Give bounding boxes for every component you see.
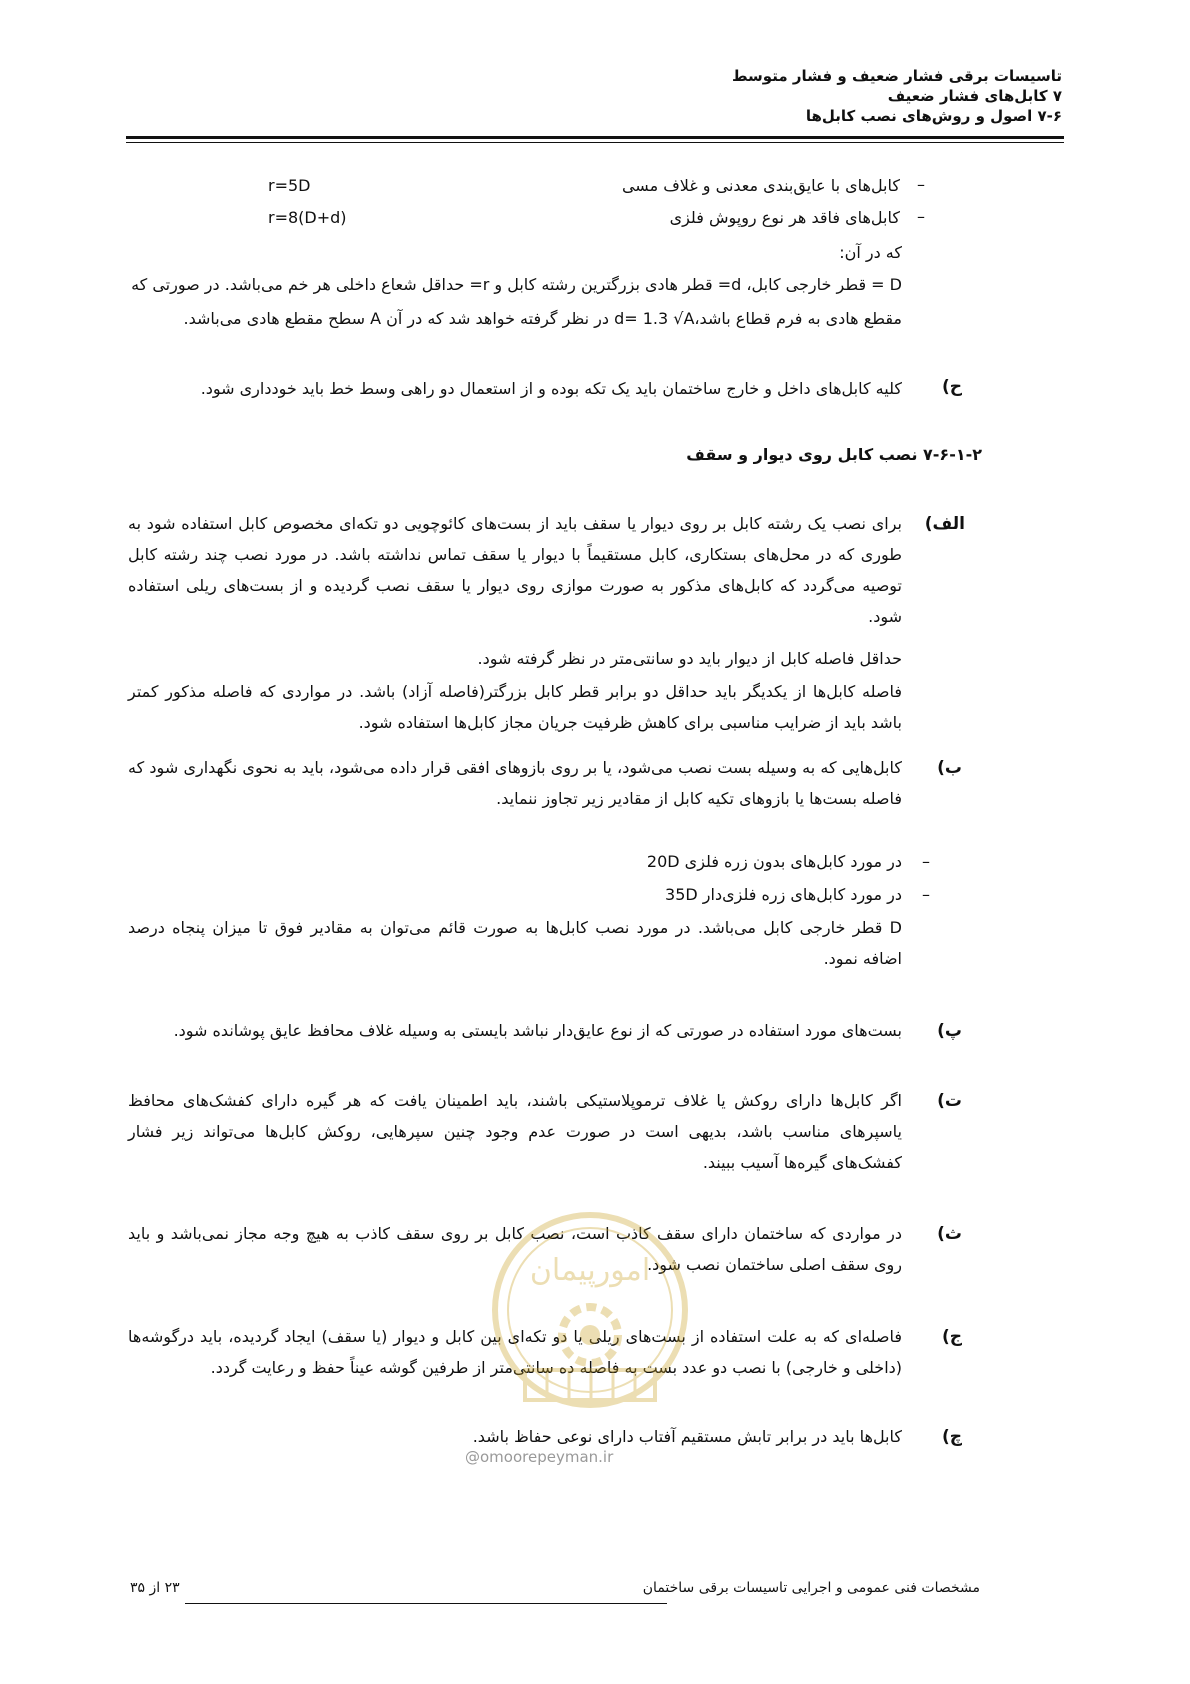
item-alef-para-1: برای نصب یک رشته کابل بر روی دیوار یا سقف باید از بست‌های کائوچویی دو تکه‌ای مخصوص کابل استفاده شود به طوری که در محل‌های بستکاری، کابل مستقیماً با دیوار یا سقف تماس نداشته باشد. در مورد نصب چند رشته کابل توصیه می‌گردد که کابل‌های مذکور به صورت موازی روی دیوار یا سقف نصب گردیده و از بست‌های ریلی استفاده شود. bbox=[128, 514, 902, 626]
watermark-brand: امورپیمان bbox=[529, 1253, 651, 1288]
radius-item-2-formula: r=8(D+d) bbox=[268, 208, 347, 227]
footer-title: مشخصات فنی عمومی و اجرایی تاسیسات برقی ساختمان bbox=[642, 1580, 980, 1596]
item-label-te: ت) bbox=[937, 1091, 962, 1111]
watermark-logo-icon bbox=[465, 1200, 715, 1450]
item-be-para-2: D قطر خارجی کابل می‌باشد. در مورد نصب کابل‌ها به صورت قائم می‌توان به مقادیر فوق تا میزان پنجاه درصد اضافه نمود. bbox=[128, 918, 902, 968]
header-rule-thin bbox=[126, 142, 1064, 143]
item-be-list-1: در مورد کابل‌های بدون زره فلزی 20D bbox=[646, 852, 902, 871]
item-label-h: ح) bbox=[941, 377, 962, 397]
item-alef-para-3: فاصله کابل‌ها از یکدیگر باید حداقل دو برابر قطر کابل بزرگتر(فاصله آزاد) باشد. در مواردی که فاصله مذکور کمتر باشد باید از ضرایب مناسبی برای کاهش ظرفیت جریان مجاز کابل‌ها استفاده شود. bbox=[128, 682, 902, 732]
list-dash: – bbox=[922, 852, 930, 871]
header-line-1: تاسیسات برقی فشار ضعیف و فشار متوسط bbox=[731, 67, 1062, 85]
item-be-para-1: کابل‌هایی که به وسیله بست نصب می‌شود، یا بر روی بازوهای افقی قرار داده می‌شود، باید به نحوی نگهداری شود که فاصله بست‌ها یا بازوهای تکیه کابل از مقادیر زیر تجاوز ننماید. bbox=[128, 758, 902, 808]
radius-item-1-formula: r=5D bbox=[268, 176, 311, 195]
radius-item-2-text: کابل‌های فاقد هر نوع روپوش فلزی bbox=[669, 208, 900, 227]
header-line-2: ۷ کابل‌های فشار ضعیف bbox=[887, 87, 1062, 105]
item-label-che: چ) bbox=[941, 1427, 962, 1447]
list-dash: – bbox=[922, 885, 930, 904]
item-che-text: کابل‌ها باید در برابر تابش مستقیم آفتاب دارای نوعی حفاظ باشد. bbox=[472, 1427, 902, 1446]
where-label: که در آن: bbox=[839, 243, 902, 262]
item-jim-text: فاصله‌ای که به علت استفاده از بست‌های ریلی یا دو تکه‌ای بین کابل و دیوار (یا سقف) ایجاد گردیده، باید درگوشه‌ها (داخلی و خارجی) با نصب دو عدد بست به فاصله ده سانتی‌متر از طرفین گوشه عیناً حفظ و رعایت گردد. bbox=[128, 1327, 902, 1377]
radius-item-1-text: کابل‌های با عایق‌بندی معدنی و غلاف مسی bbox=[621, 176, 900, 195]
footer-rule bbox=[185, 1603, 667, 1604]
item-h-text: کلیه کابل‌های داخل و خارج ساختمان باید یک تکه بوده و از استعمال دو راهی وسط خط باید خودداری شود. bbox=[200, 379, 902, 398]
list-dash: – bbox=[917, 175, 925, 194]
item-be-list-2: در مورد کابل‌های زره فلزی‌دار 35D bbox=[665, 885, 902, 904]
item-label-jim: ج) bbox=[941, 1327, 962, 1347]
header-line-3: ۷-۶ اصول و روش‌های نصب کابل‌ها bbox=[805, 107, 1062, 125]
item-label-be: ب) bbox=[937, 758, 962, 778]
item-label-se: ث) bbox=[937, 1224, 962, 1244]
watermark-url: @omoorepeyman.ir bbox=[465, 1448, 614, 1466]
header-rule-thick bbox=[126, 136, 1064, 139]
item-pe-text: بست‌های مورد استفاده در صورتی که از نوع عایق‌دار نباشد بایستی به وسیله غلاف محافظ عایق پوشانده شود. bbox=[173, 1021, 902, 1040]
item-label-alef: الف) bbox=[924, 514, 965, 534]
item-alef-para-2: حداقل فاصله کابل از دیوار باید دو سانتی‌متر در نظر گرفته شود. bbox=[477, 649, 902, 668]
radius-definition-line-1: D = قطر خارجی کابل، d= قطر هادی بزرگترین رشته کابل و r= حداقل شعاع داخلی هر خم می‌باشد. در صورتی که bbox=[131, 275, 902, 294]
item-se-text: در مواردی که ساختمان دارای سقف کاذب است، نصب کابل بر روی سقف کاذب به هیچ وجه مجاز نمی‌باشد و باید روی سقف اصلی ساختمان نصب شود. bbox=[128, 1224, 902, 1274]
radius-definition-line-2: مقطع هادی به فرم قطاع باشد،d= 1.3 √A در نظر گرفته خواهد شد که در آن A سطح مقطع هادی می‌باشد. bbox=[183, 309, 902, 328]
list-dash: – bbox=[917, 207, 925, 226]
item-te-text: اگر کابل‌ها دارای روکش یا غلاف ترموپلاستیکی باشند، باید اطمینان یافت که هر گیره دارای کفشک‌های محافظ یاسپرهای مناسب باشد، بدیهی است در صورت عدم وجود چنین سپرهایی، روکش کابل‌ها می‌تواند زیر فشار کفشک‌های گیره‌ها آسیب ببیند. bbox=[128, 1091, 902, 1172]
item-label-pe: پ) bbox=[937, 1021, 962, 1041]
section-heading: ۷-۶-۱-۲ نصب کابل روی دیوار و سقف bbox=[686, 445, 982, 464]
running-header bbox=[732, 66, 1062, 126]
footer-page-number: ۲۳ از ۳۵ bbox=[130, 1580, 180, 1596]
